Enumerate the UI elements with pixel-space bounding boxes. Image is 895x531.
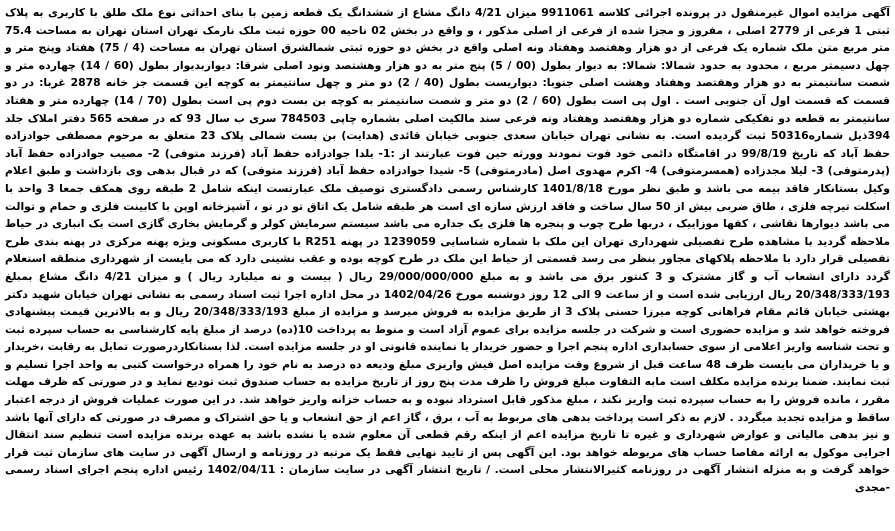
auction-notice-text: آگهی مزایده اموال غیرمنقول در پرونده اجرائی کلاسه 9911061 میزان 4/21 دانگ مشاع از ششدانگ یک قطعه زمین با بنای احداثی نوع ملک طلق با کاربری به پلاک ثبتی 1 فرعی از 2779 اصلی ، مفروز و مجزا شده از فرعی از اصلی مذکور ، و واقع در بخش 02 ناحیه 00 حوزه ثبت ملک نارمک تهران استان تهران به مساحت 75.4 متر مربع متن ملک شماره یک فرعی از دو هزار وهفتصد وهفتاد ونه اصلی واقع در بخش دو حوزه ثبتی شمالشرق استان تهران به مساحت (4 / 75) هفتاد وپنج متر و چهل دسیمتر مربع ، محدود به حدود شمالا: شمالا: به دیوار بطول (00 / 5) پنج متر به دو هزار وهشتصد ونود اصلی شرقا: دیواربدیوار بطول (60 / 14) چهارده متر و شصت سانتیمتر به دو هزار وهفتصد وهفتاد وهشت اصلی جنوبا: دیواریست بطول (40 / 2) دو متر و چهل سانتیمتر به کوچه این قسمت جز خانه 2878 غربا: در دو قسمت که قسمت اول آن جنوبی است . اول پی است بطول (60 / 2) دو متر و شصت سانتیمتر به کوچه بن بست دوم پی است بطول (70 / 14) چهارده متر و هفتاد سانتیمتر به قطعه دو تفکیکی شماره دو هزار وهفتصد وهفتاد ونه فرعی سند مالکیت اصلی بشماره چاپی 784503 سری ب سال 93 که در صفحه 565 دفتر املاک جلد 394ذیل شماره50316 ثبت گردیده است. به نشانی تهران خیابان سعدی جنوبی خیابان قائدی (هدایت) بن بست شمالی پلاک 23 متعلق به مرحوم مصطفی جوادزاده حفظ آباد که تاریخ 99/8/19 در اقامتگاه دائمی خود فوت نمودند وورثه حین فوت عبارتند از :1- یلدا جوادزاده حفظ آباد (فرزند متوفی) 2- مصیب جوادزاده حفظ آباد (پدرمتوفی) 3- لیلا مجدزاده (همسرمتوفی) 4- اکرم مهدوی اصل (مادرمتوفی) 5- شیدا جوادزاده حفظ آباد (فرزند متوفی) که در قبال بدهی وی بازداشت و طبق اعلام وکیل بستانکار فاقد بیمه می باشد و طبق نظر مورخ 1401/8/18 کارشناس رسمی دادگستری توصیف ملک عبارتست اینکه شامل 2 طبقه روی همکف جمعا 3 واحد با اسکلت تیرچه فلزی ، طاق ضربی بیش از 50 سال ساخت و فاقد ارزش سازه ای است هر طبقه شامل یک اتاق تو در تو ، آشپزخانه اوپن با کابینت فلزی و حمام و توالت می باشد دیوارها نقاشی ، کفها موزاییک ، دربها طرح چوب و پنجره ها فلزی یک جداره می باشد سیستم سرمایش کولر و گرمایش بخاری گازی است یک انباری در حیاط ملاحظه گردید با مشاهده طرح تفصیلی شهرداری تهران این ملک با شماره شناسایی 1239059 در پهنه R251 با کاربری مسکونی ویژه پهنه مرکزی در پهنه بندی طرح تفصیلی قرار دارد با ملاحظه پلاکهای مجاور بنظر می رسد قسمتی از حیاط این ملک در طرح کوچه بوده و عقب نشینی دارد که می بایست از شهرداری منطقه استعلام گردد دارای انشعاب آب و گاز مشترک و 3 کنتور برق می باشد و به مبلغ 29/000/000/000 ریال ( بیست و نه میلیارد ریال ) و میزان 4/21 دانگ مشاع بمبلغ 20/348/333/193 ریال ارزیابی شده است و از ساعت 9 الی 12 روز دوشنبه مورخ 1402/04/26 در محل اداره اجرا ثبت اسناد رسمی به نشانی تهران خیابان شهید دکتر بهشتی خیابان قائم مقام فراهانی کوچه میرزا حسنی پلاک 3 از طریق مزایده به فروش میرسد و مزایده از مبلغ 20/348/333/193 ریال و به بالاترین قیمت پیشنهادی فروخته خواهد شد و مزایده حضوری است و شرکت در جلسه مزایده برای عموم آزاد است و منوط به پرداخت 10(ده) درصد از مبلغ پایه کارشناسی به حساب سپرده ثبت و تحت شناسه واریز اعلامی از سوی حسابداری اداره پنجم اجرا و حضور خریدار یا نماینده قانونی او در جلسه مزایده است. لذا بستانکاردرصورت تمایل به رقابت ،خریدار و یا خریداران می بایست ظرف 48 ساعت قبل از شروع وقت مزایده اصل فیش واریزی مبلغ ودیعه ده درصد به نام خود را همراه درخواست کتبی به واحد اجرا تسلیم و ثبت نمایند. ضمنا برنده مزایده مکلف است مابه التفاوت مبلغ فروش را ظرف مدت پنج روز از تاریخ مزایده به حساب صندوق ثبت تودیع نماید و در صورتی که ظرف مهلت مقرر ، مانده فروش را به حساب سپرده ثبت واریز نکند ، مبلغ مذکور قابل استرداد نبوده و به حساب خزانه واریز خواهد شد. در این صورت عملیات فروش از درجه اعتبار ساقط و مزایده تجدید میگردد . لازم به ذکر است پرداخت بدهی های مربوط به آب ، برق ، گاز اعم از حق انشعاب و یا حق اشتراک و مصرف در صورتی که دارای آنها باشد و نیز بدهی مالیاتی و عوارض شهرداری و غیره تا تاریخ مزایده اعم از اینکه رقم قطعی آن معلوم شده یا نشده باشد به عهده برنده مزایده است تنظیم سند انتقال اجرایی موکول به ارائه مفاصا حساب های مربوطه خواهد بود. این آگهی پس از تایید نهایی فقط یک مرتبه در روزنامه و ارسال آگهی در سایت های سازمان ثبت قرار خواهد گرفت و به منزله انتشار آگهی در روزنامه کثیرالانتشار محلی است. / تاریخ انتشار آگهی در سایت سازمان : 1402/04/11 رئیس اداره پنجم اجرای اسناد رسمی -مجدی [5, 6, 891, 495]
